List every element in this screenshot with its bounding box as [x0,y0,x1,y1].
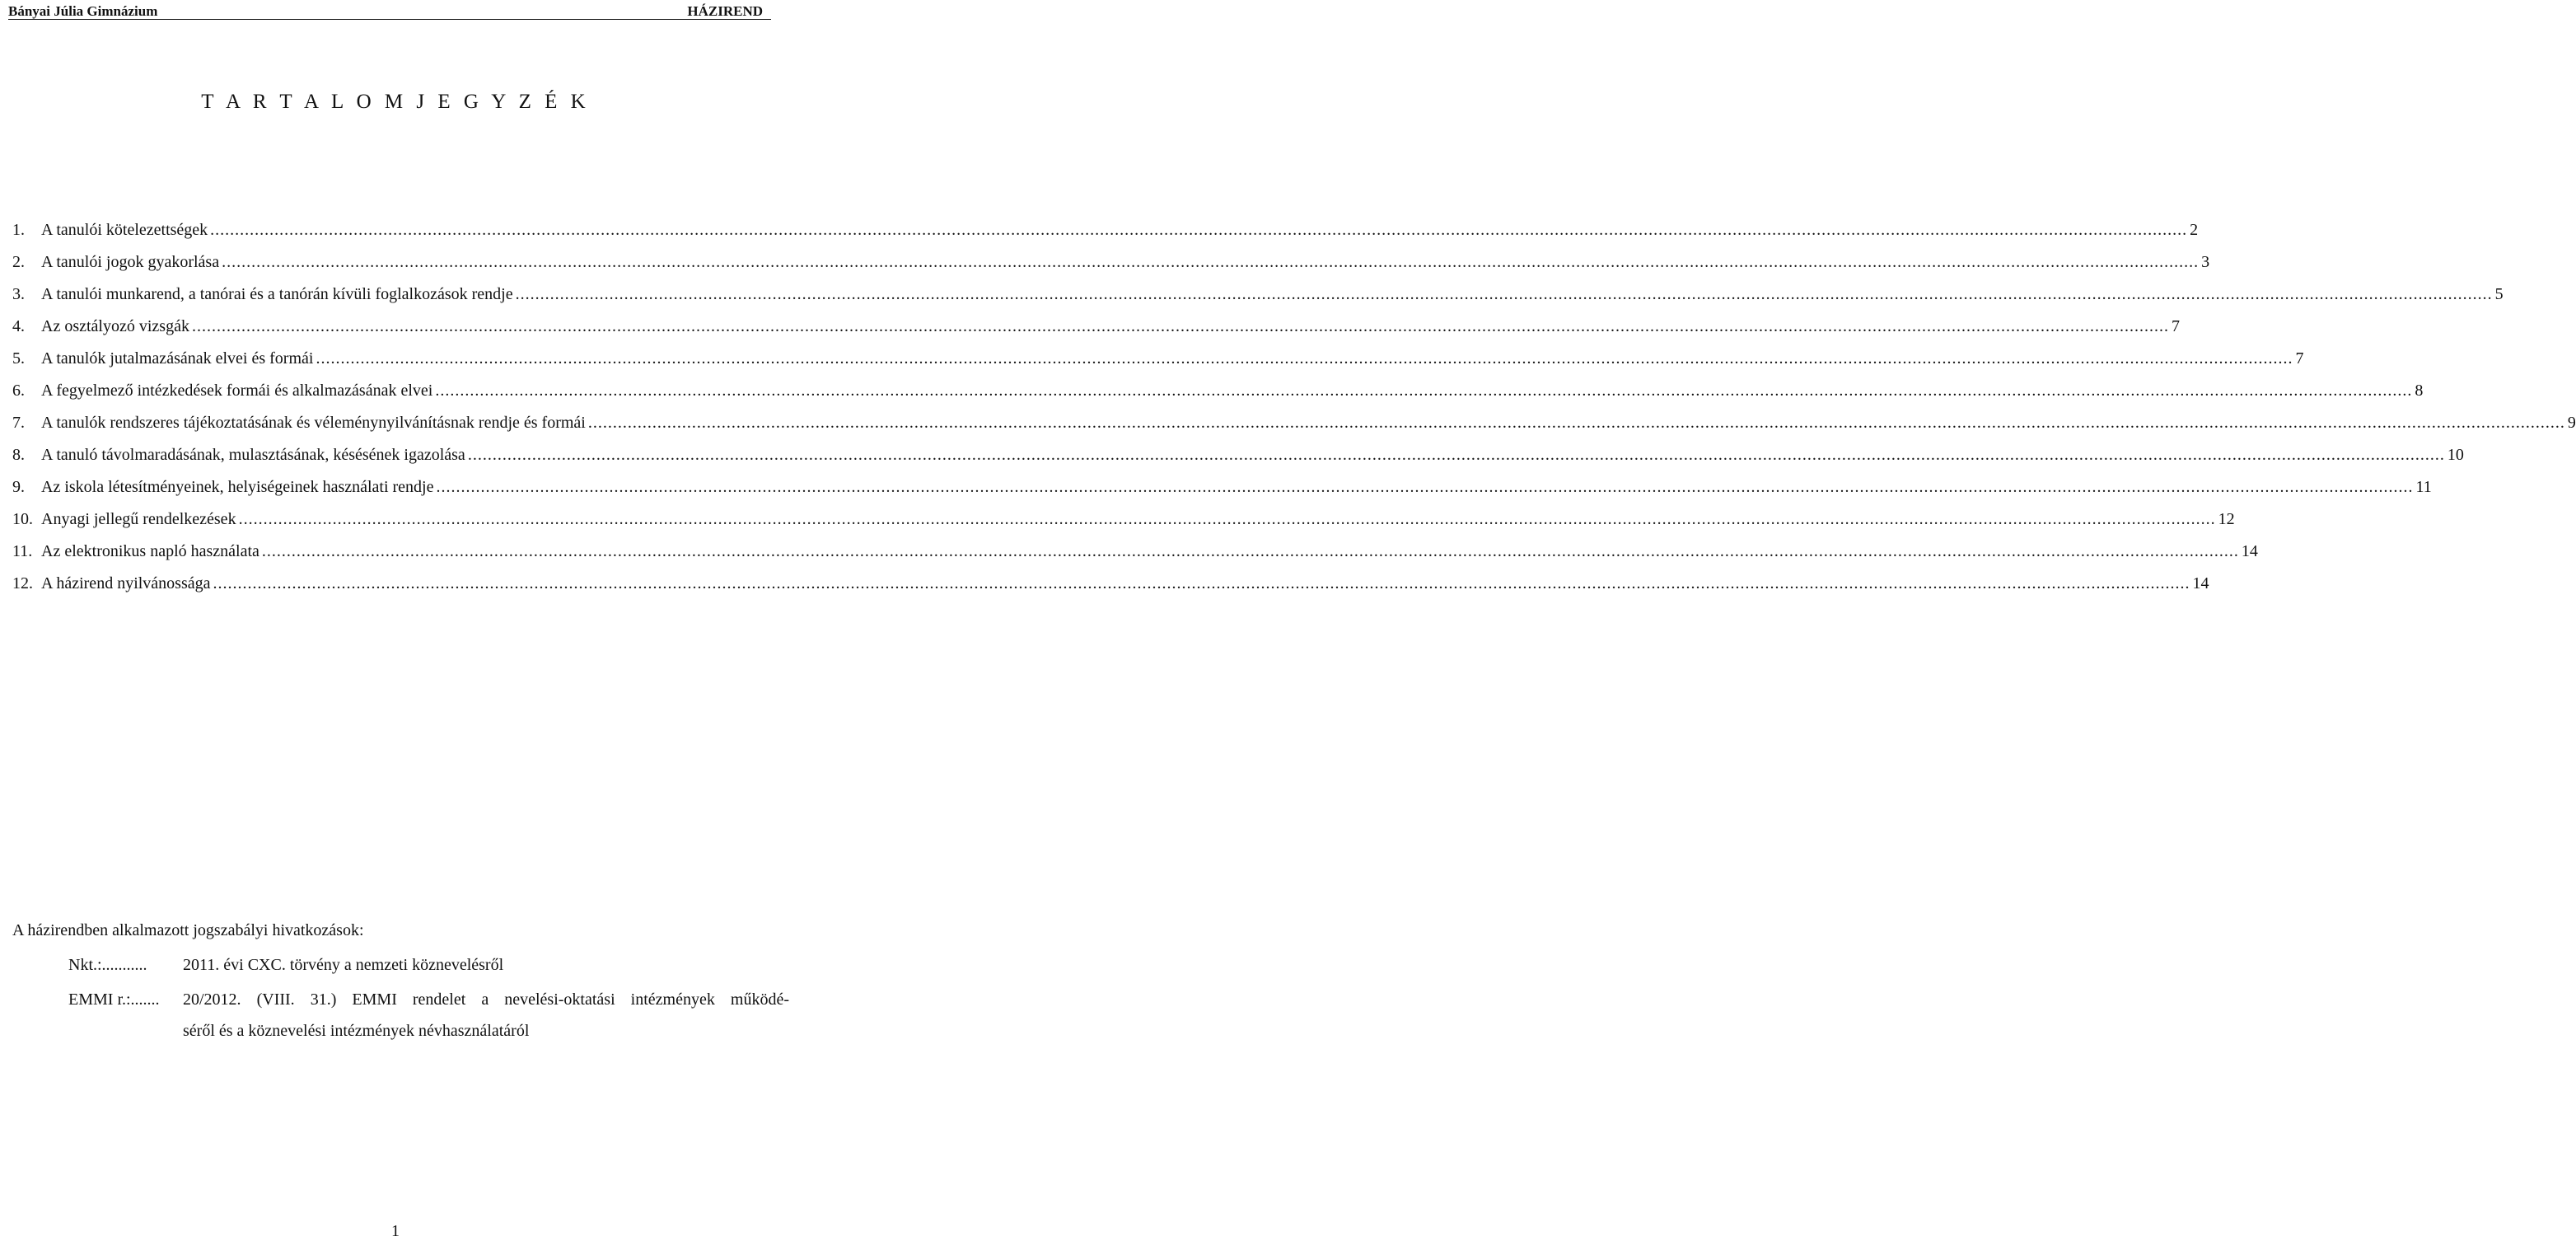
toc-entry[interactable] [12,382,2424,414]
toc-entry-title[interactable]: A tanulók rendszeres tájékoztatásának és véleménynyilvánításnak rendje és formái [41,414,586,432]
reference-text-emmi-line1: 20/2012. (VIII. 31.) EMMI rendelet a nevelési-oktatási intézmények működé- [183,990,789,1009]
toc-entry-number: 8. [12,446,25,464]
toc-entry[interactable] [12,574,2209,606]
page-header [8,2,771,20]
toc-entry-number: 7. [12,414,25,432]
toc-entry-title[interactable]: Az osztályozó vizsgák [41,317,189,335]
toc-entry-number: 11. [12,542,33,560]
table-of-contents [12,221,2576,606]
toc-entry[interactable] [12,317,2180,349]
toc-dot-leader: ................................................................................................................................................................................................................................................................................................................................................................................................................ [213,574,2190,592]
toc-entry-page: 7 [2171,317,2180,335]
toc-entry[interactable] [12,253,2210,285]
references-heading: A házirendben alkalmazott jogszabályi hivatkozások: [12,921,364,939]
toc-dot-leader: ................................................................................................................................................................................................................................................................................................................................................................................................................ [222,253,2200,271]
toc-dot-leader: ................................................................................................................................................................................................................................................................................................................................................................................................................ [436,478,2414,496]
toc-entry-title[interactable]: A tanuló távolmaradásának, mulasztásának, késésének igazolása [41,446,465,464]
toc-entry-page: 3 [2201,253,2210,271]
toc-entry-number: 4. [12,317,25,335]
toc-title: T A R T A L O M J E G Y Z É K [201,91,590,113]
toc-entry-title[interactable]: A tanulói kötelezettségek [41,221,208,239]
toc-entry-title[interactable]: A tanulók jutalmazásának elvei és formái [41,349,314,368]
toc-entry[interactable] [12,446,2464,478]
toc-entry-page: 7 [2295,349,2304,368]
toc-dot-leader: ................................................................................................................................................................................................................................................................................................................................................................................................................ [316,349,2293,368]
toc-entry-number: 5. [12,349,25,368]
toc-dot-leader: ................................................................................................................................................................................................................................................................................................................................................................................................................ [587,414,2565,432]
toc-dot-leader: ................................................................................................................................................................................................................................................................................................................................................................................................................ [261,542,2239,560]
page-number: 1 [391,1222,400,1240]
toc-entry-page: 12 [2218,510,2235,528]
toc-dot-leader: ................................................................................................................................................................................................................................................................................................................................................................................................................ [191,317,2169,335]
header-document-name: HÁZIREND [687,3,763,19]
toc-entry-page: 8 [2415,382,2424,400]
toc-entry-page: 11 [2415,478,2432,496]
toc-dot-leader: ................................................................................................................................................................................................................................................................................................................................................................................................................ [435,382,2413,400]
toc-entry-page: 5 [2494,285,2504,303]
toc-entry-page: 14 [2241,542,2258,560]
toc-entry[interactable] [12,285,2504,317]
toc-entry-title[interactable]: A fegyelmező intézkedések formái és alkalmazásának elvei [41,382,433,400]
toc-entry[interactable] [12,510,2235,542]
toc-entry-number: 10. [12,510,33,528]
toc-entry-number: 9. [12,478,25,496]
toc-entry-number: 2. [12,253,25,271]
toc-entry-title[interactable]: Az iskola létesítményeinek, helyiségeinek használati rendje [41,478,434,496]
toc-dot-leader: ................................................................................................................................................................................................................................................................................................................................................................................................................ [515,285,2493,303]
toc-entry-page: 10 [2447,446,2464,464]
toc-dot-leader: ................................................................................................................................................................................................................................................................................................................................................................................................................ [238,510,2216,528]
header-school-name: Bányai Júlia Gimnázium [8,3,158,19]
toc-entry-page: 14 [2192,574,2209,592]
toc-dot-leader: ................................................................................................................................................................................................................................................................................................................................................................................................................ [210,221,2188,239]
toc-entry-number: 12. [12,574,33,592]
reference-label-emmi: EMMI r.:....... [68,990,160,1009]
toc-entry[interactable] [12,349,2304,382]
reference-text-emmi-line2: séről és a köznevelési intézmények névhasználatáról [183,1022,530,1040]
toc-entry[interactable] [12,542,2258,574]
toc-entry[interactable] [12,221,2199,253]
toc-entry-number: 3. [12,285,25,303]
toc-dot-leader: ................................................................................................................................................................................................................................................................................................................................................................................................................ [467,446,2445,464]
toc-entry-title[interactable]: A tanulói munkarend, a tanórai és a tanórán kívüli foglalkozások rendje [41,285,513,303]
reference-text-nkt: 2011. évi CXC. törvény a nemzeti köznevelésről [183,956,504,974]
reference-label-nkt: Nkt.:........... [68,956,147,974]
toc-entry[interactable] [12,478,2432,510]
toc-entry-number: 6. [12,382,25,400]
toc-entry-title[interactable]: A tanulói jogok gyakorlása [41,253,220,271]
toc-entry-page: 2 [2190,221,2199,239]
toc-entry-title[interactable]: Anyagi jellegű rendelkezések [41,510,236,528]
toc-entry-number: 1. [12,221,25,239]
toc-entry-title[interactable]: A házirend nyilvánossága [41,574,211,592]
toc-entry-page: 9 [2567,414,2576,432]
toc-entry-title[interactable]: Az elektronikus napló használata [41,542,259,560]
toc-entry[interactable] [12,414,2576,446]
